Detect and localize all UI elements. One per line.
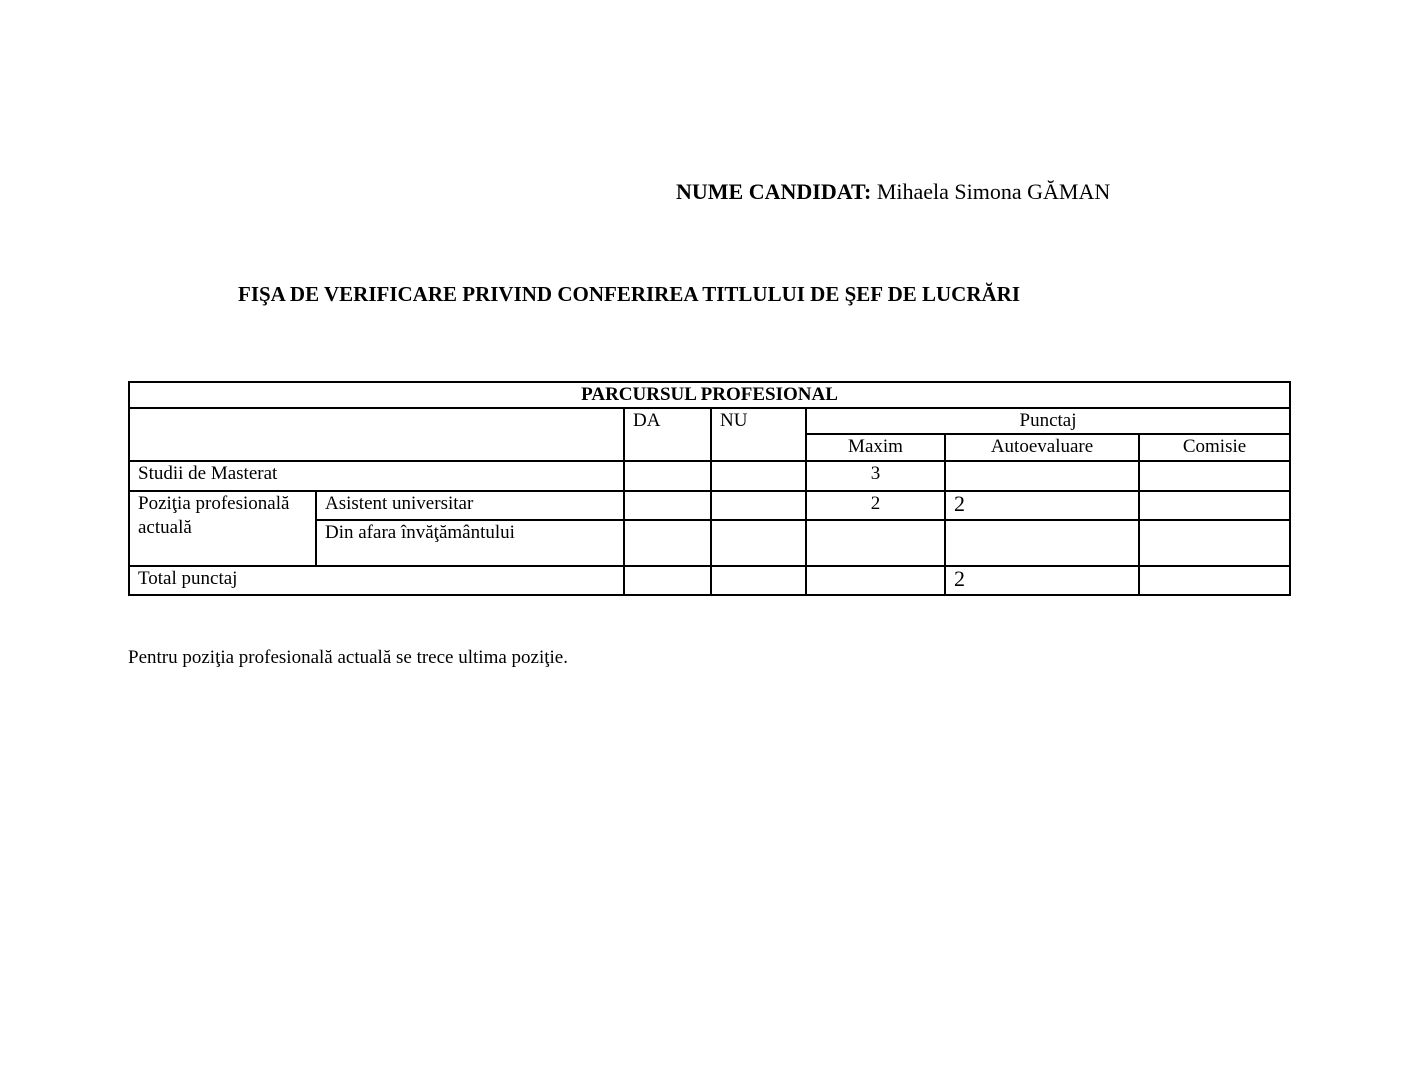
header-comisie: Comisie (1139, 434, 1290, 461)
cell-autoevaluare-masterat (945, 461, 1139, 491)
cell-da (624, 461, 711, 491)
cell-autoevaluare-asistent: 2 (945, 491, 1139, 520)
table-row (129, 566, 1290, 595)
candidate-label: NUME CANDIDAT: (676, 179, 872, 204)
header-nu: NU (711, 408, 806, 461)
row-label-total: Total punctaj (129, 566, 624, 595)
cell-maxim-asistent: 2 (806, 491, 945, 520)
row-label-pozitia: Poziţia profesională actuală (129, 491, 316, 566)
cell-comisie (1139, 461, 1290, 491)
cell-comisie (1139, 566, 1290, 595)
cell-maxim-afara (806, 520, 945, 566)
cell-autoevaluare-afara (945, 520, 1139, 566)
cell-autoevaluare-total: 2 (945, 566, 1139, 595)
table-row (129, 461, 1290, 491)
table-row (129, 491, 1290, 520)
cell-comisie (1139, 491, 1290, 520)
candidate-line (676, 179, 1110, 205)
cell-comisie (1139, 520, 1290, 566)
cell-maxim-masterat: 3 (806, 461, 945, 491)
document-title: FIŞA DE VERIFICARE PRIVIND CONFERIREA TITLULUI DE ŞEF DE LUCRĂRI (238, 282, 1021, 306)
cell-nu (711, 566, 806, 595)
row-label-masterat: Studii de Masterat (129, 461, 624, 491)
section-header: PARCURSUL PROFESIONAL (129, 382, 1290, 408)
row-label-afara: Din afara învăţământului (316, 520, 624, 566)
cell-maxim-total (806, 566, 945, 595)
header-punctaj: Punctaj (806, 408, 1290, 434)
cell-nu (711, 520, 806, 566)
row-label-asistent: Asistent universitar (316, 491, 624, 520)
cell-da (624, 491, 711, 520)
cell-da (624, 566, 711, 595)
candidate-name: Mihaela Simona GĂMAN (876, 179, 1111, 204)
header-maxim: Maxim (806, 434, 945, 461)
cell-nu (711, 461, 806, 491)
header-blank-cell (129, 408, 624, 461)
cell-da (624, 520, 711, 566)
header-da: DA (624, 408, 711, 461)
header-autoevaluare: Autoevaluare (945, 434, 1139, 461)
evaluation-table (128, 381, 1291, 596)
cell-nu (711, 491, 806, 520)
footnote: Pentru poziţia profesională actuală se trece ultima poziţie. (128, 647, 568, 668)
